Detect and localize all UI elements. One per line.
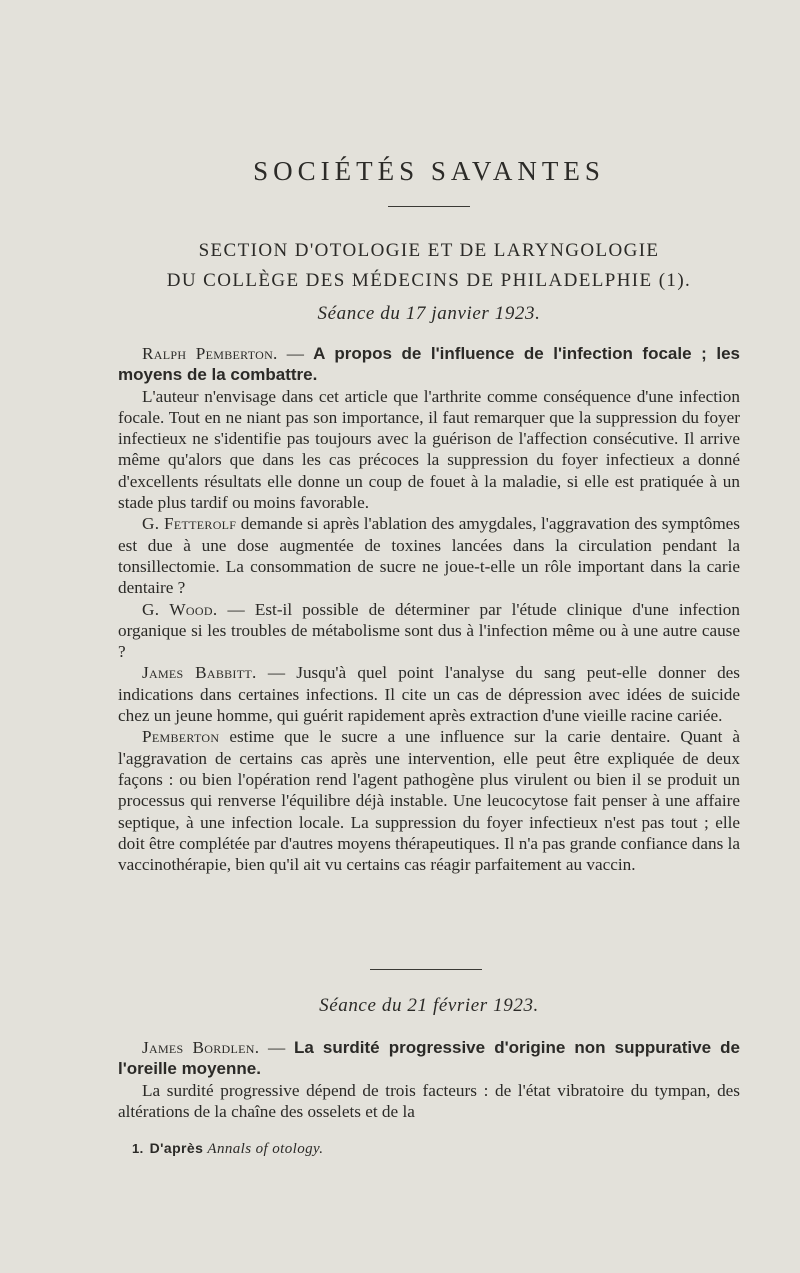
paragraph xyxy=(118,599,740,663)
paragraph: L'auteur n'envisage dans cet article que l'arthrite comme conséquence d'une infection focale. Tout en ne niant pas son importance, il faut remarquer que la suppression du foyer infectieux ne s'identifie pas toujours avec la guérison de l'affection consécutive. Il arrive même qu'alors que dans les cas précoces la suppression du foyer infectieux a donné d'excellents résultats elle donne un coup de fouet à la maladie, si elle est pratiquée à un stade plus tardif ou moins favorable. xyxy=(118,386,740,513)
session-date-2: Séance du 21 février 1923. xyxy=(319,995,539,1016)
paragraph-text: demande si après l'ablation des amygdales, l'aggravation des symptômes est due à une dose augmentée de toxines lancées dans la circulation pendant la tonsillectomie. La consommation de sucre ne joue-t-elle un rôle important dans la carie dentaire ? xyxy=(118,514,740,598)
paragraph-text: estime que le sucre a une influence sur la carie dentaire. Quant à l'aggravation de certains cas après une intervention, elle peut être expliquée de deux façons : ou bien l'opération rend l'agent pathogène plus virulent ou bien il se produit un processus qui renverse l'équilibre déjà instable. Une leucocytose fait penser à une affaire septique, à une infection locale. La suppression du foyer infectieux n'est pas tout ; elle doit être complétée par d'autres moyens thérapeutiques. Il n'a pas grande confiance dans la vaccinothérapie, bien qu'il ait vu certains cas réagir parfaitement au vaccin. xyxy=(118,727,740,875)
footnote-prefix: D'après xyxy=(149,1140,204,1156)
article-title: La surdité progressive d'origine non suppurative de l'oreille moyenne. xyxy=(118,1038,741,1079)
speaker-name: Pemberton xyxy=(142,727,220,747)
page-title: SOCIÉTÉS SAVANTES xyxy=(253,156,605,186)
author-name: Ralph Pemberton. xyxy=(142,344,278,363)
paragraph-text: — Jusqu'à quel point l'analyse du sang peut-elle donner des indications dans certaines infections. Il cite un cas de dépression avec idées de suicide chez un jeune homme, qui guérit rapidement après extraction d'une vieille racine cariée. xyxy=(118,663,740,726)
section-divider xyxy=(370,969,482,970)
article-heading xyxy=(118,1037,740,1080)
article-title: A propos de l'influence de l'infection focale ; les moyens de la combattre. xyxy=(118,344,740,385)
article-heading xyxy=(118,343,740,386)
speaker-name: James Babbitt. xyxy=(142,663,257,683)
footnote xyxy=(132,1140,323,1158)
paragraph xyxy=(118,513,740,598)
title-divider xyxy=(388,206,470,207)
article-1 xyxy=(118,343,740,875)
author-name: James Bordlen. xyxy=(142,1038,260,1057)
footnote-number: 1. xyxy=(132,1141,144,1156)
paragraph-text: — Est-il possible de déterminer par l'étude clinique d'une infection organique si les troubles de métabolisme sont dus à l'infection même ou à une autre cause ? xyxy=(118,599,740,662)
section-heading-line1: SECTION D'OTOLOGIE ET DE LARYNGOLOGIE xyxy=(198,240,660,261)
paragraph: La surdité progressive dépend de trois facteurs : de l'état vibratoire du tympan, des altérations de la chaîne des osselets et de la xyxy=(118,1080,740,1121)
section-heading-line2: DU COLLÈGE DES MÉDECINS DE PHILADELPHIE (1). xyxy=(166,270,692,291)
footnote-source: Annals of otology. xyxy=(207,1141,324,1157)
session-date-1: Séance du 17 janvier 1923. xyxy=(317,303,541,324)
dash: — xyxy=(277,344,314,363)
paragraph xyxy=(118,726,740,875)
paragraph xyxy=(118,662,740,726)
speaker-name: G. Fetterolf xyxy=(142,514,237,534)
article-2 xyxy=(118,1037,740,1122)
speaker-name: G. Wood. xyxy=(142,599,218,619)
dash: — xyxy=(259,1038,294,1057)
